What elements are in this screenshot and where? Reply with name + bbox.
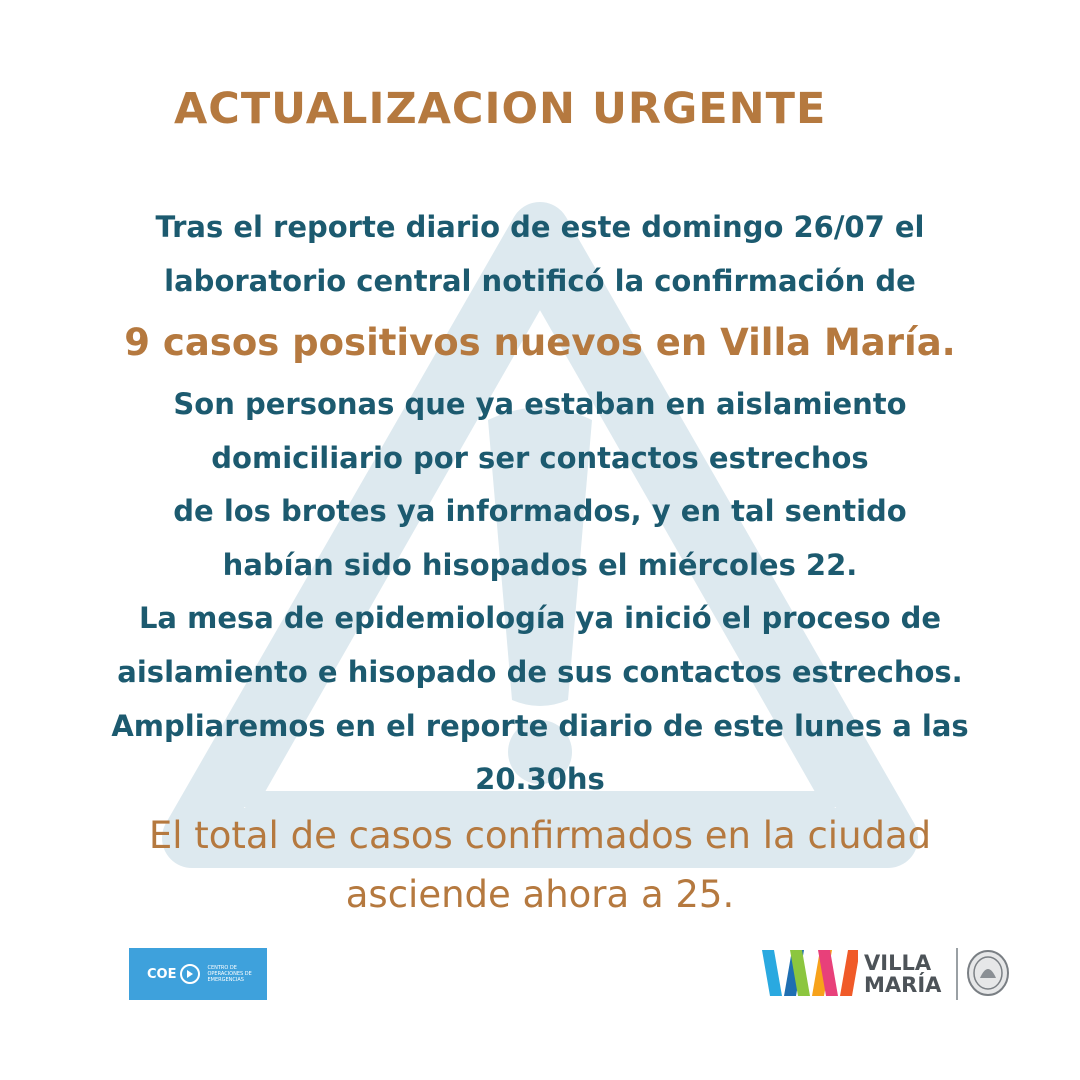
- villa-maria-line-2: MARÍA: [864, 973, 942, 997]
- coe-logo-name: COE: [147, 966, 177, 982]
- body-line-5: de los brotes ya informados, y en tal sentido: [173, 494, 907, 528]
- villa-maria-stripes-icon: [762, 950, 858, 996]
- body-line-9: Ampliaremos en el reporte diario de este lunes a las: [111, 709, 969, 743]
- body-line-8: aislamiento e hisopado de sus contactos estrechos.: [117, 655, 963, 689]
- body-line-7: La mesa de epidemiología ya inició el proceso de: [138, 601, 942, 635]
- logo-stripe: [762, 950, 782, 996]
- body-line-3: Son personas que ya estaban en aislamiento: [173, 387, 907, 421]
- body-line-10: 20.30hs: [475, 762, 605, 796]
- body-line-1: Tras el reporte diario de este domingo 26/07 el: [155, 210, 925, 244]
- villa-maria-wordmark: [864, 952, 941, 996]
- body-line-2: laboratorio central notificó la confirmación de: [164, 264, 916, 298]
- total-line-2: asciende ahora a 25.: [345, 873, 735, 916]
- coe-shield-icon: [179, 963, 201, 985]
- page-title: ACTUALIZACION URGENTE: [174, 84, 827, 134]
- logo-stripe: [840, 950, 858, 996]
- highlight-text: 9 casos positivos nuevos en Villa María.: [124, 321, 956, 364]
- body-line-4: domiciliario por ser contactos estrechos: [211, 441, 869, 475]
- logo-divider: [956, 948, 958, 1000]
- coe-logo: [129, 948, 267, 1000]
- coe-logo-subtitle: CENTRO DE OPERACIONES DE EMERGENCIAS: [207, 965, 252, 983]
- total-line-1: El total de casos confirmados en la ciudad: [148, 814, 932, 857]
- municipal-seal-icon: [964, 948, 1012, 998]
- body-line-6: habían sido hisopados el miércoles 22.: [222, 548, 858, 582]
- villa-maria-line-1: VILLA: [864, 951, 932, 975]
- villa-maria-logo: [762, 944, 1012, 1004]
